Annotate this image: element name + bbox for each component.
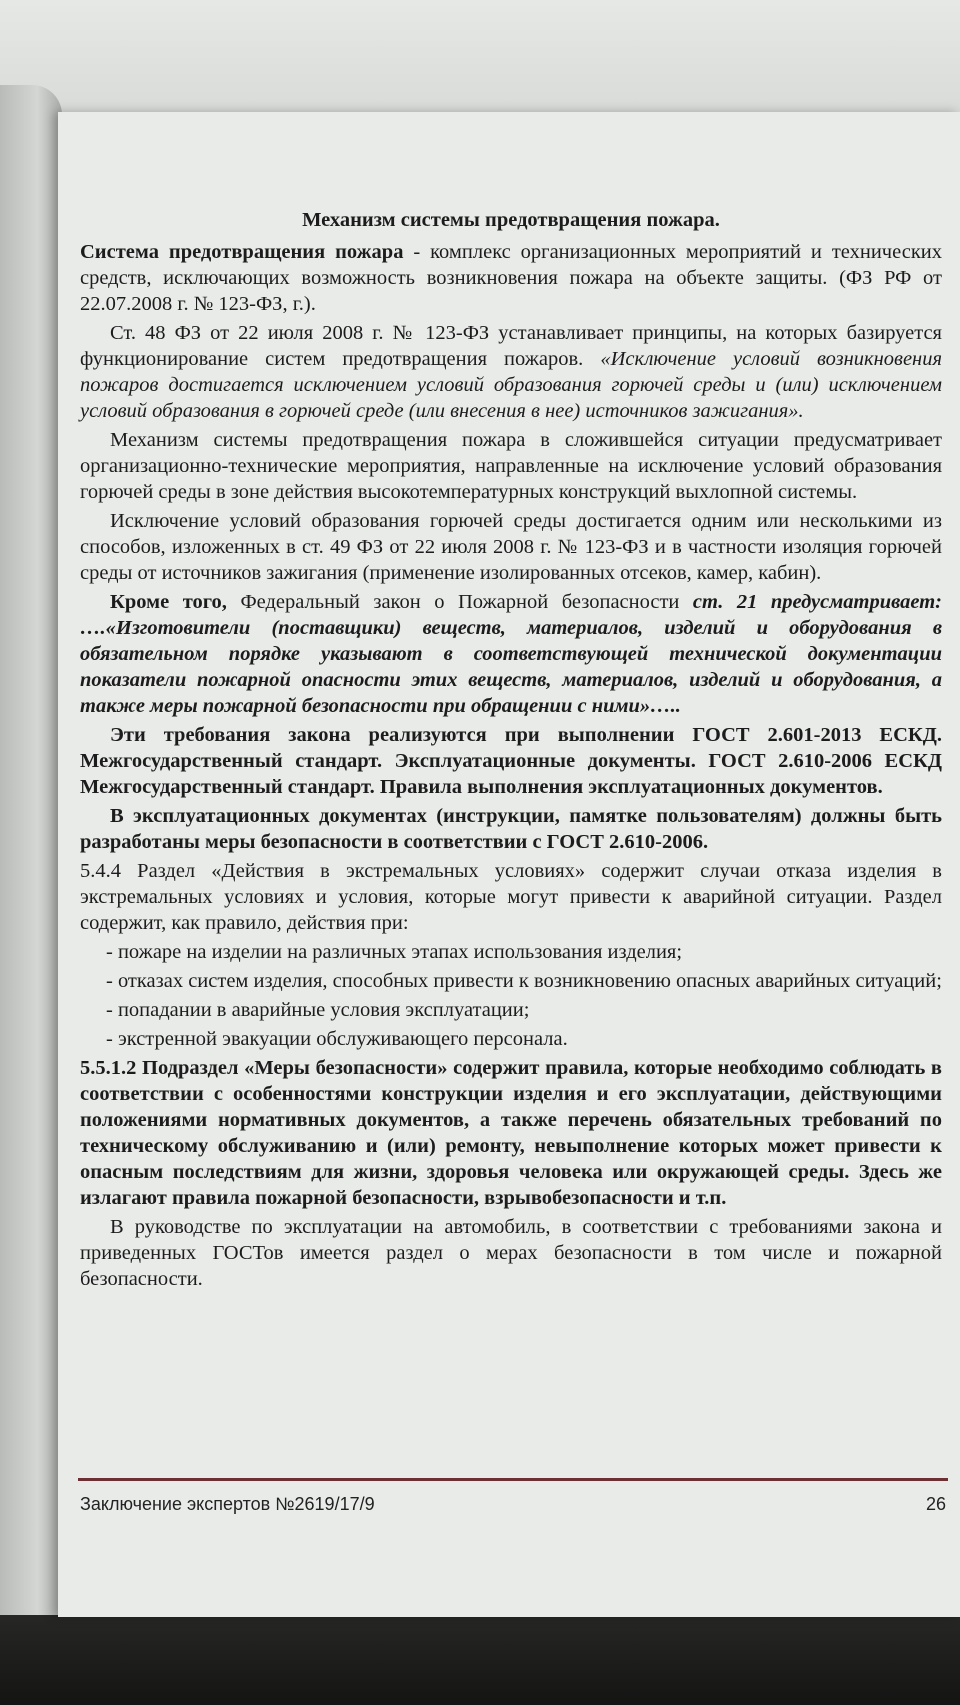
- list-item: - отказах систем изделия, способных привести к возникновению опасных аварийных ситуаций;: [106, 970, 942, 992]
- left-page-edge: [0, 85, 62, 1615]
- article-48-quote: «Исключение условий возникновения пожаров достигается исключением условий образования горючей среды и (или) исключением условий образования в горючей среде (или внесения в нее) источников зажигания».: [80, 348, 942, 422]
- paragraph-definition: [80, 239, 942, 317]
- paragraph-exclusion: Исключение условий образования горючей среды достигается одним или несколькими из способов, изложенных в ст. 49 ФЗ от 22 июля 2008 г. № 123-ФЗ и в частности изоляция горючей среды от источников зажигания (применение изолированных отсеков, камер, кабин).: [80, 510, 942, 584]
- list-item: - попадании в аварийные условия эксплуатации;: [106, 999, 530, 1021]
- paragraph-operational-docs: В эксплуатационных документах (инструкции, памятке пользователям) должны быть разработаны меры безопасности в соответствии с ГОСТ 2.610-2006.: [80, 805, 942, 853]
- definition-term: Система предотвращения пожара: [80, 241, 404, 263]
- document-page: [58, 112, 960, 1617]
- list-item: - экстренной эвакуации обслуживающего персонала.: [106, 1028, 568, 1050]
- paragraph-gost-requirements: Эти требования закона реализуются при выполнении ГОСТ 2.601-2013 ЕСКД. Межгосударственный стандарт. Эксплуатационные документы. ГОСТ 2.610-2006 ЕСКД Межгосударственный стандарт. Правила выполнения эксплуатационных документов.: [80, 724, 942, 798]
- article-21-text: Федеральный закон о Пожарной безопасности: [226, 591, 693, 613]
- definition-text: - комплекс организационных мероприятий и технических средств, исключающих возможность возникновения пожара на объекте защиты. (ФЗ РФ от 22.07.2008 г. № 123-ФЗ, г.).: [80, 241, 943, 315]
- footer-divider: [78, 1478, 948, 1481]
- paragraph-article-48: [80, 320, 942, 424]
- paragraph-section-544: 5.4.4 Раздел «Действия в экстремальных условиях» содержит случаи отказа изделия в экстремальных условиях и условия, которые могут привести к аварийной ситуации. Раздел содержит, как правило, действия при:: [80, 860, 942, 934]
- paragraph-article-21: [80, 589, 942, 719]
- paragraph-mechanism: Механизм системы предотвращения пожара в сложившейся ситуации предусматривает организационно-технические мероприятия, направленные на исключение условий образования горючей среды в зоне действия высокотемпературных конструкций выхлопной системы.: [80, 429, 942, 503]
- page-number: 26: [925, 1494, 946, 1514]
- page-title: Механизм системы предотвращения пожара.: [302, 209, 720, 231]
- paragraph-section-5512: 5.5.1.2 Подраздел «Меры безопасности» содержит правила, которые необходимо соблюдать в соответствии с особенностями конструкции изделия и его эксплуатации, действующими положениями нормативных документов, а также перечень обязательных требований по техническому обслуживанию и (или) ремонту, невыполнение которых может привести к опасным последствиям для жизни, здоровья человека или окружающей среды. Здесь же излагают правила пожарной безопасности, взрывобезопасности и т.п.: [80, 1057, 942, 1209]
- article-21-quote: ст. 21 предусматривает: ….«Изготовители (поставщики) веществ, материалов, изделий и оборудования в обязательном порядке указывают в соответствующей технической документации показатели пожарной опасности этих веществ, материалов, изделий и оборудования, а также меры пожарной безопасности при обращении с ними»…..: [80, 591, 942, 717]
- article-21-lead: Кроме того,: [110, 591, 227, 613]
- article-48-text: Ст. 48 ФЗ от 22 июля 2008 г. № 123-ФЗ устанавливает принципы, на которых базируется функционирование систем предотвращения пожаров.: [80, 322, 942, 370]
- list-item: - пожаре на изделии на различных этапах использования изделия;: [106, 941, 683, 963]
- footer-document-reference: Заключение экспертов №2619/17/9: [80, 1494, 375, 1514]
- paragraph-manual: В руководстве по эксплуатации на автомобиль, в соответствии с требованиями закона и приведенных ГОСТов имеется раздел о мерах безопасности в том числе и пожарной безопасности.: [80, 1216, 942, 1290]
- page-content: [80, 207, 942, 1295]
